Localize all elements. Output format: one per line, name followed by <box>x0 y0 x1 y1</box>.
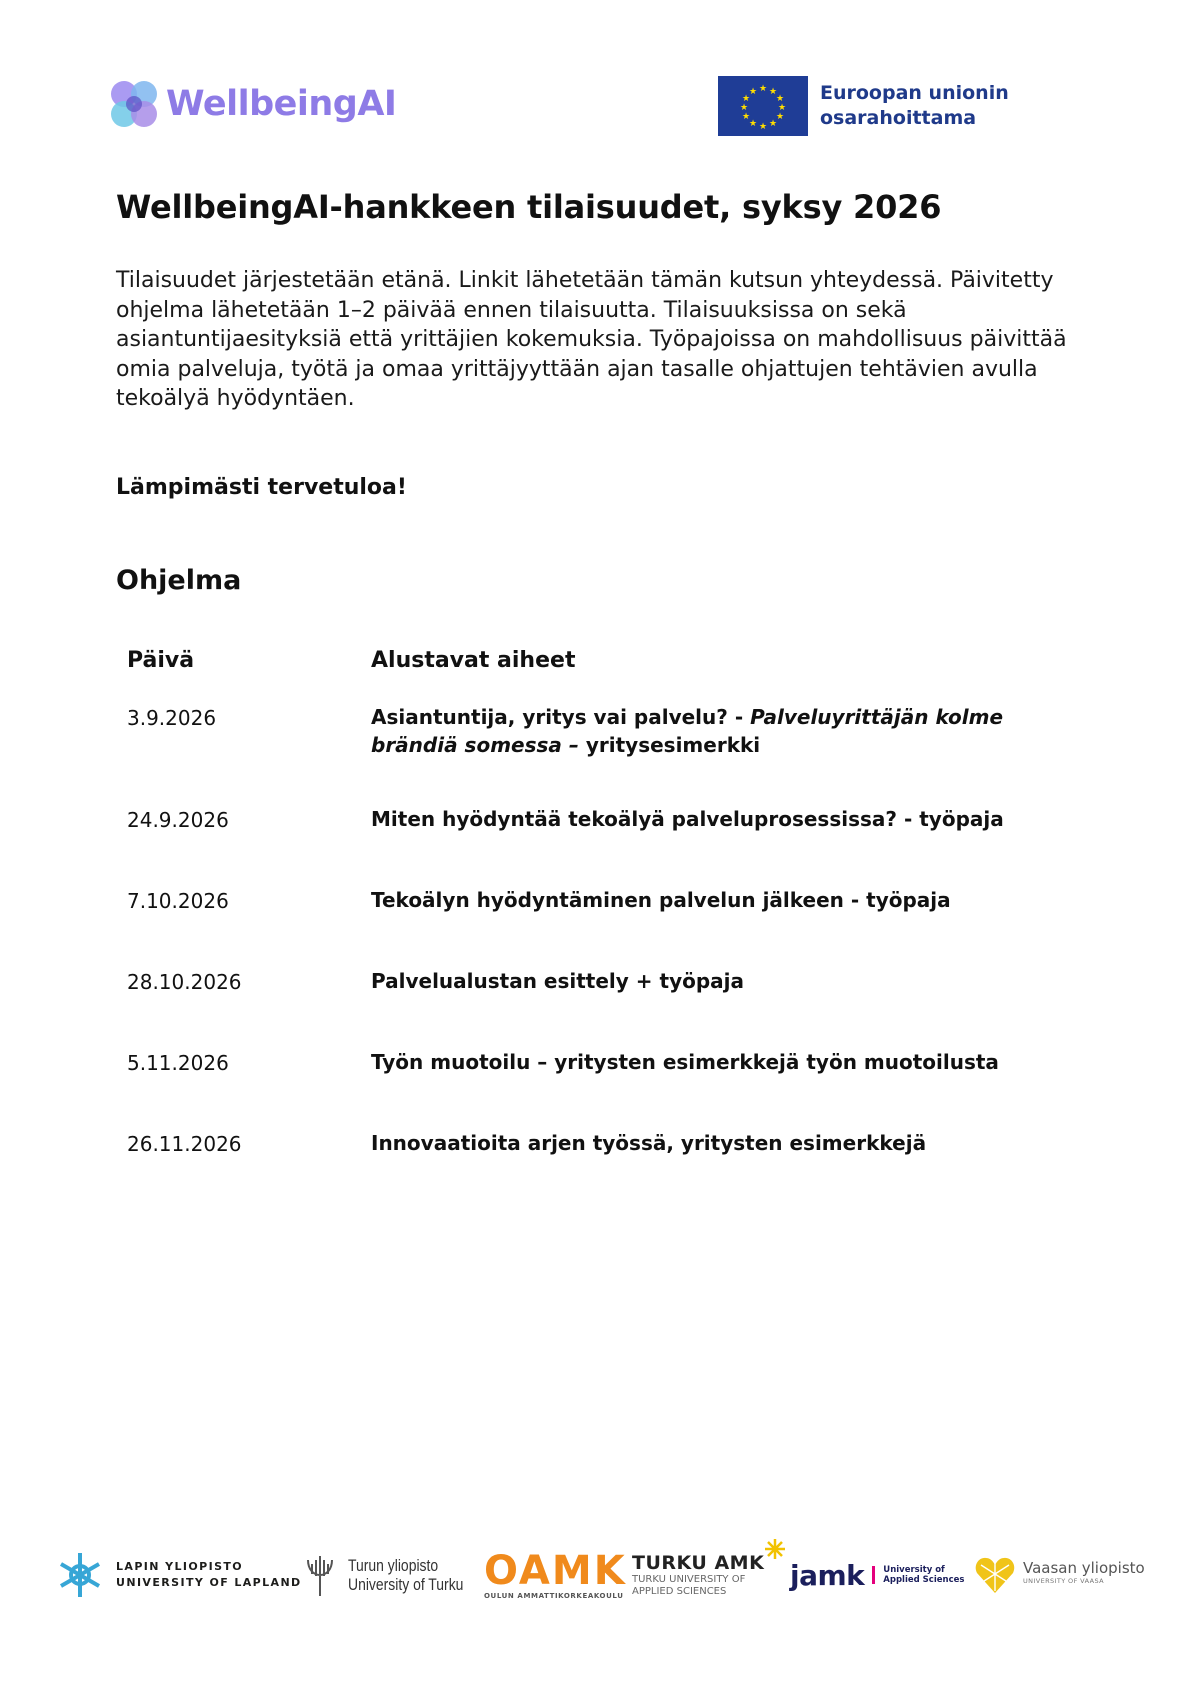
svg-text:★: ★ <box>741 112 751 122</box>
snowflake-icon <box>56 1549 104 1601</box>
svg-text:★: ★ <box>748 87 758 97</box>
turku-amk-logo: TURKU AMK TURKU UNIVERSITY OF APPLIED SCIENCES <box>632 1540 786 1610</box>
welcome-text: Lämpimästi tervetuloa! <box>116 475 407 500</box>
eu-flag-icon <box>718 76 808 136</box>
wellbeingai-flower-icon <box>108 78 160 130</box>
svg-text:★: ★ <box>748 119 758 129</box>
heart-icon <box>973 1553 1017 1597</box>
eu-cofunded-logo <box>718 76 1009 136</box>
vaasa-university-logo: Vaasan yliopisto UNIVERSITY OF VAASA <box>973 1540 1145 1610</box>
svg-text:★: ★ <box>739 103 749 113</box>
svg-text:★: ★ <box>775 94 785 104</box>
row-topic: Innovaatioita arjen työssä, yritysten esimerkkejä <box>371 1131 927 1155</box>
svg-text:★: ★ <box>775 112 785 122</box>
row-date: 28.10.2026 <box>127 970 242 994</box>
row-topic-italic: Palveluyrittäjän kolme brändiä somessa – <box>371 705 1004 757</box>
intro-paragraph: Tilaisuudet järjestetään etänä. Linkit lähetetään tämän kutsun yhteydessä. Päivitetty ohjelma lähetetään 1–2 päivää ennen tilaisuutta. Tilaisuuksissa on sekä asiantuntijaesityksiä että yrittäjien kokemuksia. Työpajoissa on mahdollisuus päivittää omia palveluja, työtä ja omaa yrittäjyyttään ajan tasalle ohjattujen tehtävien avulla tekoälyä hyödyntäen. <box>116 268 1067 411</box>
column-header-topic: Alustavat aiheet <box>371 648 576 673</box>
wellbeingai-logo <box>108 76 398 132</box>
brand-name: WellbeingAI <box>166 84 397 124</box>
lapland-logo: LAPIN YLIOPISTO UNIVERSITY OF LAPLAND <box>56 1540 302 1610</box>
row-topic: Miten hyödyntää tekoälyä palveluprosessissa? - työpaja <box>371 807 1004 831</box>
row-date: 24.9.2026 <box>127 808 229 832</box>
svg-text:★: ★ <box>777 103 787 113</box>
row-date: 5.11.2026 <box>127 1051 229 1075</box>
turku-university-logo: Turun yliopisto University of Turku <box>300 1540 489 1610</box>
row-date: 7.10.2026 <box>127 889 229 913</box>
star-icon <box>764 1538 786 1560</box>
svg-text:★: ★ <box>768 119 778 129</box>
oamk-logo: OAMK OULUN AMMATTIKORKEAKOULU <box>484 1548 627 1600</box>
page-title: WellbeingAI-hankkeen tilaisuudet, syksy 2026 <box>116 188 942 226</box>
row-date: 26.11.2026 <box>127 1132 242 1156</box>
eu-text-line2: osarahoittama <box>820 107 977 129</box>
row-date: 3.9.2026 <box>127 706 217 730</box>
row-topic: Asiantuntija, yritys vai palvelu? - Palveluyrittäjän kolme brändiä somessa – yritysesimerkki <box>371 705 1004 757</box>
svg-text:★: ★ <box>768 87 778 97</box>
section-title: Ohjelma <box>116 565 242 596</box>
jamk-logo: jamk University of Applied Sciences <box>790 1558 965 1592</box>
row-topic: Tekoälyn hyödyntäminen palvelun jälkeen - työpaja <box>371 888 951 912</box>
eu-text-line1: Euroopan unionin <box>820 82 1009 104</box>
svg-text:★: ★ <box>758 84 768 94</box>
row-topic: Työn muotoilu – yritysten esimerkkejä työn muotoilusta <box>371 1050 999 1074</box>
jamk-divider <box>872 1566 875 1584</box>
row-topic: Palvelualustan esittely + työpaja <box>371 969 745 993</box>
column-header-date: Päivä <box>127 648 195 673</box>
svg-text:★: ★ <box>741 94 751 104</box>
torch-icon <box>300 1550 340 1600</box>
svg-text:★: ★ <box>758 122 768 132</box>
